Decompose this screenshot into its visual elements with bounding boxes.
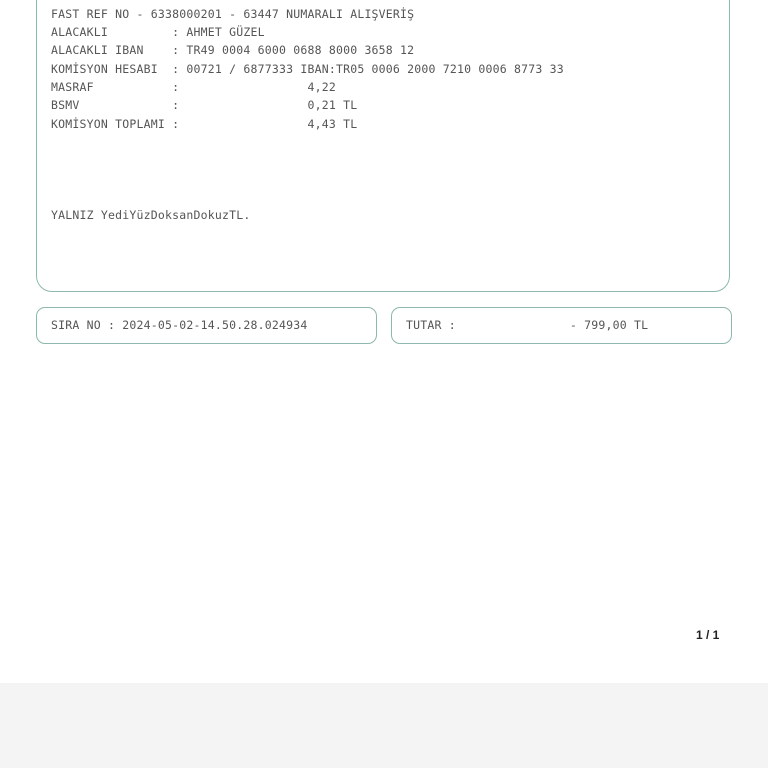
fast-ref-line: FAST REF NO - 6338000201 - 63447 NUMARALI ALIŞVERİŞ [51, 7, 415, 21]
sira-no-text: SIRA NO : 2024-05-02-14.50.28.024934 [51, 318, 308, 332]
alacakli-iban-line: ALACAKLI IBAN : TR49 0004 6000 0688 8000 3658 12 [51, 43, 415, 57]
tutar-text: TUTAR : - 799,00 TL [406, 318, 649, 332]
page-number: 1 / 1 [696, 628, 720, 642]
bsmv-line: BSMV : 0,21 TL [51, 98, 358, 112]
amount-in-words: YALNIZ YediYüzDoksanDokuzTL. [51, 208, 251, 222]
tutar-box [391, 307, 732, 344]
alacakli-line: ALACAKLI : AHMET GÜZEL [51, 25, 265, 39]
sira-no-box [36, 307, 377, 344]
komisyon-hesabi-line: KOMİSYON HESABI : 00721 / 6877333 IBAN:TR05 0006 2000 7210 0006 8773 33 [51, 62, 564, 76]
masraf-line: MASRAF : 4,22 [51, 80, 336, 94]
komisyon-toplami-line: KOMİSYON TOPLAMI : 4,43 TL [51, 117, 358, 131]
